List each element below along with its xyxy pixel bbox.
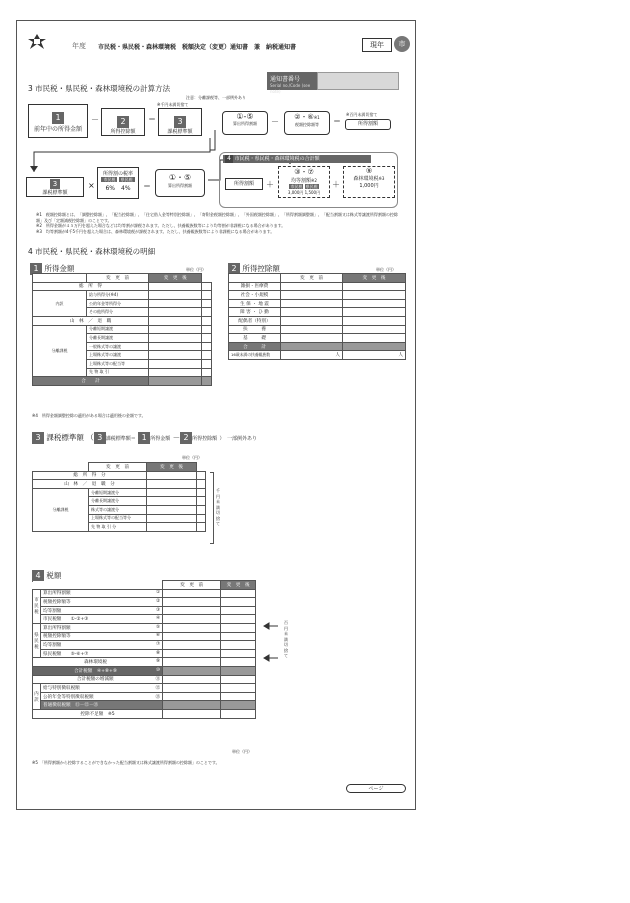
value-after (343, 334, 406, 343)
table-row (33, 291, 212, 300)
row-label: 障 害 ・ ひ 勤 (229, 308, 281, 317)
row-label (41, 589, 163, 598)
value-before (163, 684, 221, 693)
tax-row-label: 均等割額 (43, 642, 62, 648)
value-before (149, 368, 202, 377)
value-after (202, 377, 212, 386)
value-before (281, 325, 343, 334)
value-before (281, 299, 343, 308)
value-after (221, 589, 256, 598)
flow-per-capita-note: ※2 (311, 178, 317, 183)
value-after (221, 606, 256, 615)
row-label: 合 計 (33, 377, 149, 386)
value-before (147, 523, 197, 532)
row-label (33, 709, 163, 718)
city-badge: 市 (394, 36, 410, 52)
flow-total-income-levy: 所得割額 (225, 178, 263, 190)
flow-total-title-text: 市民税・県民税・森林環境税の合計額 (234, 156, 320, 162)
table-row (33, 316, 212, 325)
value-after (221, 684, 256, 693)
table-row (229, 316, 406, 325)
table-row (229, 325, 406, 334)
table-row (33, 666, 256, 675)
value-after (202, 342, 212, 351)
notice-number-value (317, 72, 399, 90)
detail-heading: 4 市民税・県民税・森林環境税の明細 (28, 247, 156, 256)
income-title: 所得金額 (44, 264, 75, 273)
value-after (202, 325, 212, 334)
value-before (163, 641, 221, 650)
flow-forest-label: 森林環境税 (353, 176, 379, 182)
taxbase-formula-num2: 2 (180, 432, 192, 444)
row-label (41, 701, 163, 710)
group-label: 市民税 (33, 589, 41, 623)
tax-row-label: 給与特別徴収税額 (43, 685, 80, 691)
value-after (221, 701, 256, 710)
flow-rate-box (97, 167, 139, 199)
value-before (163, 658, 221, 667)
value-before (163, 649, 221, 658)
tax-row-mark: ⑪ (155, 677, 161, 683)
tax-row-label: 算出所得割額 (43, 591, 71, 597)
taxbase-title: 課税標準額 (46, 433, 84, 442)
flow-per-capita-pref: 1,500円 (304, 189, 321, 195)
value-after (221, 598, 256, 607)
flow-per-capita-box (278, 166, 330, 198)
flow-calc2-mark: ①・⑤ (168, 173, 192, 182)
tax-col-before: 変 更 前 (163, 581, 221, 590)
value-before (163, 589, 221, 598)
value-after (343, 291, 406, 300)
table-row (33, 471, 206, 480)
city-emblem-icon (27, 33, 47, 51)
tax-row-label: 税額控除額等 (43, 599, 71, 605)
flow-taxbase2-label: 課税標準額 (42, 190, 68, 196)
value-before (281, 342, 343, 351)
value-after (221, 658, 256, 667)
deduction-unit: 単位（円） (376, 267, 396, 272)
row-label: 基 礎 (229, 334, 281, 343)
tax-arrows (262, 622, 282, 662)
row-label: 合 計 (229, 342, 281, 351)
value-after (202, 299, 212, 308)
value-after (221, 692, 256, 701)
value-before (149, 291, 202, 300)
calc-note-3: ※3 均等割額が4千5千円を超えた場合は、森林環境税が課税されます。ただし、扶養親族数等により非課税になる場合があります。 (36, 228, 275, 234)
flow-total-num: 4 (225, 155, 233, 163)
row-label (41, 649, 163, 658)
row-label: 生 保 ・ 地 震 (229, 299, 281, 308)
flow-per-capita-pref-tag: 県民税 (305, 184, 318, 189)
taxbase-num: 3 (32, 432, 44, 444)
flow-per-capita-city: 3,000円 (287, 189, 304, 195)
income-table (32, 273, 212, 386)
value-before (163, 623, 221, 632)
table-row (33, 282, 212, 291)
group-label: 県民税 (33, 623, 41, 657)
taxbase-side-note: 千円未満切捨て (216, 488, 220, 526)
row-label (33, 666, 163, 675)
tax-row-mark: ⑩ (156, 667, 161, 673)
page-indicator: ページ (346, 784, 406, 793)
value-before (281, 316, 343, 325)
value-before (147, 471, 197, 480)
row-label (41, 641, 163, 650)
tax-row-label: 市民税額 ①-②+③ (43, 617, 89, 623)
tax-row-label: 公的年金等特別徴収税額 (43, 694, 94, 700)
flow-calc2-box (155, 169, 205, 197)
calc-notes (36, 212, 398, 234)
income-unit: 単位（円） (186, 267, 206, 272)
value-before (147, 480, 197, 489)
tax-row-label: 算出所得割額 (43, 625, 71, 631)
flow-forest-note: ※3 (378, 176, 385, 181)
value-after (202, 316, 212, 325)
value-before (149, 351, 202, 360)
group-label: 分離課税 (33, 325, 87, 377)
tax-row-mark: ⑬ (155, 694, 161, 700)
table-row (33, 649, 256, 658)
row-label: 分離長期譲渡 (87, 334, 149, 343)
tax-row-mark: ① (156, 590, 161, 596)
table-row (33, 632, 256, 641)
value-before (149, 282, 202, 291)
deduction-table (228, 273, 406, 360)
notice-title: 市民税・県民税・森林環境税 税額決定（変更）通知書 兼 納税通知書 (98, 44, 297, 51)
value-before (147, 514, 197, 523)
row-label: 社会・小規模 (229, 291, 281, 300)
deduction-col-after: 変 更 後 (343, 274, 406, 283)
table-row (33, 377, 212, 386)
value-before (147, 488, 197, 497)
flow-rate-city: 6% (105, 184, 115, 192)
value-before (163, 701, 221, 710)
row-label: 分離短期譲渡分 (89, 488, 147, 497)
taxbase-formula-text2: 所得控除額 (192, 436, 218, 442)
row-label: 雑損・医療費 (229, 282, 281, 291)
row-label: 先 物 取 引 (87, 368, 149, 377)
flow-deduction-label: 所得控除額 (110, 129, 136, 135)
row-label: 先 物 取 引 分 (89, 523, 147, 532)
row-label: 扶 養 (229, 325, 281, 334)
value-after (221, 615, 256, 624)
value-before (281, 334, 343, 343)
flow-per-capita-city-tag: 市民税 (290, 184, 303, 189)
flow-calc2-label: 算出所得割額 (168, 183, 192, 188)
tax-unit: 単位（円） (232, 749, 252, 754)
notice-number-text: 通知書番号 (270, 76, 301, 83)
taxbase-heading (32, 432, 257, 444)
flow-forest-value: 1,000円 (359, 183, 379, 189)
flow-credit-label: 税額控除額等 (295, 122, 319, 127)
flow-per-capita-label: 均等割額 (291, 178, 312, 184)
value-after (221, 641, 256, 650)
tax-row-mark: ③ (156, 607, 161, 613)
tax-num: 4 (32, 570, 44, 582)
taxbase-formula-tail: ） 一部例外あり (219, 436, 258, 442)
value-before (149, 325, 202, 334)
value-after (197, 497, 206, 506)
value-before (149, 316, 202, 325)
value-after (202, 282, 212, 291)
taxbase-formula-num3: 3 (94, 432, 106, 444)
row-label (41, 692, 163, 701)
value-before (149, 334, 202, 343)
value-after (202, 368, 212, 377)
tax-row-mark: ⑥ (156, 633, 161, 639)
table-row (229, 308, 406, 317)
flow-taxbase-num: 3 (174, 116, 186, 128)
value-before (149, 299, 202, 308)
value-after (343, 325, 406, 334)
value-after (221, 709, 256, 718)
value-before (147, 505, 197, 514)
flow-income-levy-note: ※百円未満切捨て (346, 112, 378, 117)
taxbase-col-after: 変 更 後 (147, 463, 197, 472)
row-label: 株式等の譲渡分 (89, 505, 147, 514)
value-before (163, 675, 221, 684)
row-label: 公的年金等所得分 (87, 299, 149, 308)
value-after (202, 359, 212, 368)
tax-footnote: ※5 「所得割額から控除することができなかった配当割額又は株式譲渡所得割額の控除額」のことです。 (32, 760, 220, 765)
flow-calc-income-label: 算出所得割額 (233, 121, 257, 126)
row-label: 上場株式等の譲渡 (87, 351, 149, 360)
fiscal-year-label: 年度 (72, 42, 86, 50)
value-after (197, 471, 206, 480)
flow-taxbase-label: 課税標準額 (167, 129, 193, 135)
row-label: 上場株式等の配当等分 (89, 514, 147, 523)
income-footnote: ※4 所得金額調整控除の適用がある場合は適用後の金額です。 (32, 413, 146, 418)
deduction-title: 所得控除額 (242, 264, 280, 273)
deduction-col-before: 変 更 前 (281, 274, 343, 283)
value-after (202, 334, 212, 343)
table-row (33, 684, 256, 693)
value-after (202, 291, 212, 300)
flow-per-capita-mark: ③・⑦ (294, 168, 314, 176)
table-row (33, 641, 256, 650)
tax-table (32, 580, 256, 719)
tax-row-label: 普通徴収税額 ⑪－⑫－⑬ (43, 703, 99, 709)
row-label: 山 林 ／ 退 職 (33, 316, 149, 325)
taxbase-formula-text3: 課税標準額＝ (105, 436, 136, 442)
deduction-num: 2 (228, 263, 240, 275)
row-label (41, 623, 163, 632)
row-label (33, 658, 163, 667)
row-label (41, 684, 163, 693)
value-before (149, 308, 202, 317)
flow-credit-note: ※1 (313, 115, 320, 120)
value-after (221, 632, 256, 641)
flow-rate-city-tag: 市民税 (103, 177, 116, 182)
flow-forest-mark: ⑨ (365, 167, 373, 175)
table-row (33, 701, 256, 710)
row-label: 総 所 得 (33, 282, 149, 291)
flow-income-levy-box: 所得割額 (345, 119, 391, 130)
tax-row-label: 控除不足額 ※5 (80, 711, 115, 717)
table-row (229, 282, 406, 291)
deduction-dependents-label: 16歳未満の扶養親族数 (229, 351, 281, 360)
value-before (281, 282, 343, 291)
row-label: その他所得分 (87, 308, 149, 317)
value-after (197, 505, 206, 514)
taxbase-unit: 単位（円） (182, 455, 202, 460)
value-before (281, 308, 343, 317)
table-row (33, 675, 256, 684)
value-before (149, 377, 202, 386)
value-before (163, 615, 221, 624)
flow-income-num: 1 (52, 112, 64, 124)
row-label (41, 598, 163, 607)
table-row (229, 299, 406, 308)
deduction-dependents-after: 人 (343, 351, 406, 360)
value-after (343, 308, 406, 317)
tax-title: 税額 (46, 571, 62, 580)
tax-row-mark: ④ (156, 616, 161, 622)
calc-note-2: ※2 所得金額が４５万円を超えた場合などは均等割が課税されます。ただし、扶養親族数等により均等割が非課税になる場合があります。 (36, 223, 286, 228)
taxbase-table (32, 462, 206, 532)
value-after (197, 488, 206, 497)
value-after (221, 623, 256, 632)
table-row (33, 480, 206, 489)
table-row (33, 615, 256, 624)
row-label (33, 675, 163, 684)
value-after (221, 649, 256, 658)
tax-row-mark: ⑧ (156, 650, 161, 656)
row-label: 山 林 ／ 退 職 分 (33, 480, 147, 489)
table-row (33, 709, 256, 718)
value-before (163, 598, 221, 607)
row-label (41, 615, 163, 624)
table-row (33, 606, 256, 615)
calc-method-heading: 3 市民税・県民税・森林環境税の計算方法 (28, 84, 171, 93)
tax-row-label: 森林環境税 (84, 660, 107, 666)
tax-side-note: 百円未満切捨て (284, 620, 288, 658)
income-col-after: 変 更 後 (149, 274, 202, 283)
group-label: 分離課税 (33, 488, 89, 531)
value-before (281, 291, 343, 300)
value-after (343, 316, 406, 325)
notice-number-label (267, 72, 317, 94)
flow-taxbase-note: ※千円未満切捨て (157, 102, 189, 107)
flow-rate-pref-tag: 県民税 (120, 177, 133, 182)
value-before (163, 666, 221, 675)
value-before (147, 497, 197, 506)
tax-col-after: 変 更 後 (221, 581, 256, 590)
group-label: 内訳 (33, 684, 41, 710)
notice-number-sub: Serial no./Code (see note) (270, 83, 311, 94)
table-row (33, 658, 256, 667)
table-row (33, 589, 256, 598)
row-label (41, 632, 163, 641)
table-row (33, 488, 206, 497)
value-after (343, 299, 406, 308)
flow-income-label: 前年中の所得金額 (33, 126, 82, 133)
taxbase-formula-open: （ (86, 433, 94, 442)
row-label (41, 606, 163, 615)
taxbase-col-before: 変 更 前 (89, 463, 147, 472)
table-row (33, 325, 212, 334)
flow-calc-income-mark: ①-⑤ (236, 112, 254, 121)
tax-row-label: 合計税額の増減額 (76, 677, 114, 683)
deduction-dependents-before: 人 (281, 351, 343, 360)
tax-row-mark: ⑫ (155, 685, 161, 691)
value-after (343, 342, 406, 351)
income-num: 1 (30, 263, 42, 275)
tax-row-mark: ⑨ (156, 659, 161, 665)
value-before (149, 359, 202, 368)
row-label: 上場株式等の配当等 (87, 359, 149, 368)
calc-method-note: 注意：分離課税等、一部例外あり (186, 95, 246, 100)
value-after (197, 514, 206, 523)
table-row (33, 623, 256, 632)
tax-row-label: 均等割額 (43, 608, 62, 614)
flow-credit-mark: ②・⑥ (294, 113, 314, 121)
flow-taxbase2-box (26, 177, 84, 197)
table-row (229, 291, 406, 300)
table-row (33, 598, 256, 607)
value-after (197, 523, 206, 532)
tax-row-mark: ⑦ (156, 641, 161, 647)
income-col-before: 変 更 前 (87, 274, 149, 283)
row-label: 分離短期譲渡 (87, 325, 149, 334)
tax-row-mark: ② (156, 598, 161, 604)
table-row (229, 342, 406, 351)
tax-row-label: 合計税額 ④+⑧+⑨ (73, 668, 118, 674)
value-after (221, 666, 256, 675)
value-after (221, 675, 256, 684)
value-after (197, 480, 206, 489)
current-year-badge: 現年 (362, 38, 392, 52)
group-label: 内訳 (33, 291, 87, 317)
tax-row-label: 税額控除額等 (43, 634, 71, 640)
table-row (33, 692, 256, 701)
flow-total-title (223, 155, 371, 163)
row-label: 総 所 得 分 (33, 471, 147, 480)
calc-note-1: ※1 税額控除額とは、「調整控除額」、「配当控除額」、「住宅借入金等特別控除額」、「寄附金税額控除額」、「外国税額控除額」、「所得割額調整額」、「配当割額又は株式等譲渡所得割額の控除額」及び「定額減税控除額」のことです。 (36, 212, 398, 223)
taxbase-formula-num1: 1 (138, 432, 150, 444)
flow-forest-box (343, 166, 395, 198)
tax-row-label: 県民税額 ⑤-⑥+⑦ (43, 651, 89, 657)
flow-taxbase2-num: 3 (50, 179, 60, 189)
tax-row-mark: ⑤ (156, 624, 161, 630)
value-before (149, 342, 202, 351)
value-before (163, 632, 221, 641)
value-before (163, 692, 221, 701)
value-after (343, 282, 406, 291)
row-label: 給与所得分(※4) (87, 291, 149, 300)
flow-rate-pref: 4% (121, 184, 131, 192)
row-label: 分離長期譲渡分 (89, 497, 147, 506)
value-before (163, 606, 221, 615)
value-after (202, 308, 212, 317)
row-label: 一般株式等の譲渡 (87, 342, 149, 351)
table-row (229, 334, 406, 343)
taxbase-formula-text1: 所得金額 (150, 436, 171, 442)
value-after (202, 351, 212, 360)
value-before (163, 709, 221, 718)
flow-rate-title: 所得割の税率 (102, 171, 133, 177)
taxbase-formula-minus: － (172, 433, 181, 442)
flow-deduction-num: 2 (117, 116, 129, 128)
row-label: 配偶者（特別） (229, 316, 281, 325)
taxbase-bracket (210, 472, 214, 544)
